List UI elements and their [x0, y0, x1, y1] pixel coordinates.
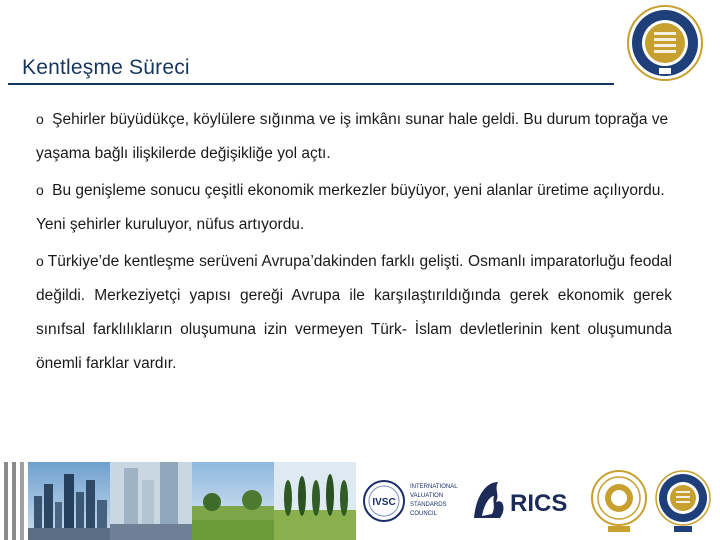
- paragraph-text: Şehirler büyüdükçe, köylülere sığınma ve iş imkânı sunar hale geldi. Bu durum toprağa ve yaşama bağlı ilişkilerde değişikliğe yol açtı.: [36, 111, 669, 162]
- bullet-marker: o: [36, 253, 44, 269]
- paragraph-1: [36, 102, 672, 171]
- slide-title: Kentleşme Süreci: [22, 56, 190, 79]
- countryside-photo: [192, 462, 274, 540]
- cypress-trees-photo: [274, 462, 356, 540]
- svg-text:INTERNATIONAL: INTERNATIONAL: [410, 484, 458, 490]
- city-skyline-photo: [28, 462, 110, 540]
- paragraph-2: [36, 173, 672, 242]
- svg-text:STANDARDS: STANDARDS: [410, 502, 447, 508]
- paragraph-3: [36, 244, 672, 381]
- svg-text:VALUATION: VALUATION: [410, 493, 444, 499]
- paragraph-text: Bu genişleme sonucu çeşitli ekonomik merkezler büyüyor, yeni alanlar üretime açılıyordu. Yeni şehirler kuruluyor, nüfus artıyordu.: [36, 182, 665, 233]
- footer-banner: [0, 462, 720, 540]
- university-seal-footer-logo: [654, 466, 712, 536]
- title-underline: [8, 83, 614, 85]
- footer-stripe: [12, 462, 16, 540]
- ivsc-logo: [362, 468, 462, 534]
- slide-body: [36, 102, 672, 383]
- footer-stripe: [4, 462, 8, 540]
- paragraph-text: Türkiye’de kentleşme serüveni Avrupa’dakinden farklı gelişti. Osmanlı imparatorluğu feodal değildi. Merkeziyetçi yapısı gereği Avrupa ile karşılaştırıldığında gerek ekonomik gerek sınıfsal farklılıkların oluşumuna izin vermeyen Türk- İslam devletlerinin kent oluşumunda önemli farklar vardır.: [36, 253, 672, 372]
- svg-text:COUNCIL: COUNCIL: [410, 511, 438, 517]
- seal-gold-logo: [590, 466, 648, 536]
- footer-stripe: [20, 462, 24, 540]
- bullet-marker: o: [36, 111, 44, 127]
- bullet-marker: o: [36, 182, 44, 198]
- university-seal-logo: [626, 4, 704, 82]
- rics-logo: [466, 468, 578, 534]
- rics-logo-text: RICS: [510, 490, 568, 517]
- modern-towers-photo: [110, 462, 192, 540]
- ivsc-logo-text: IVSC: [372, 497, 396, 508]
